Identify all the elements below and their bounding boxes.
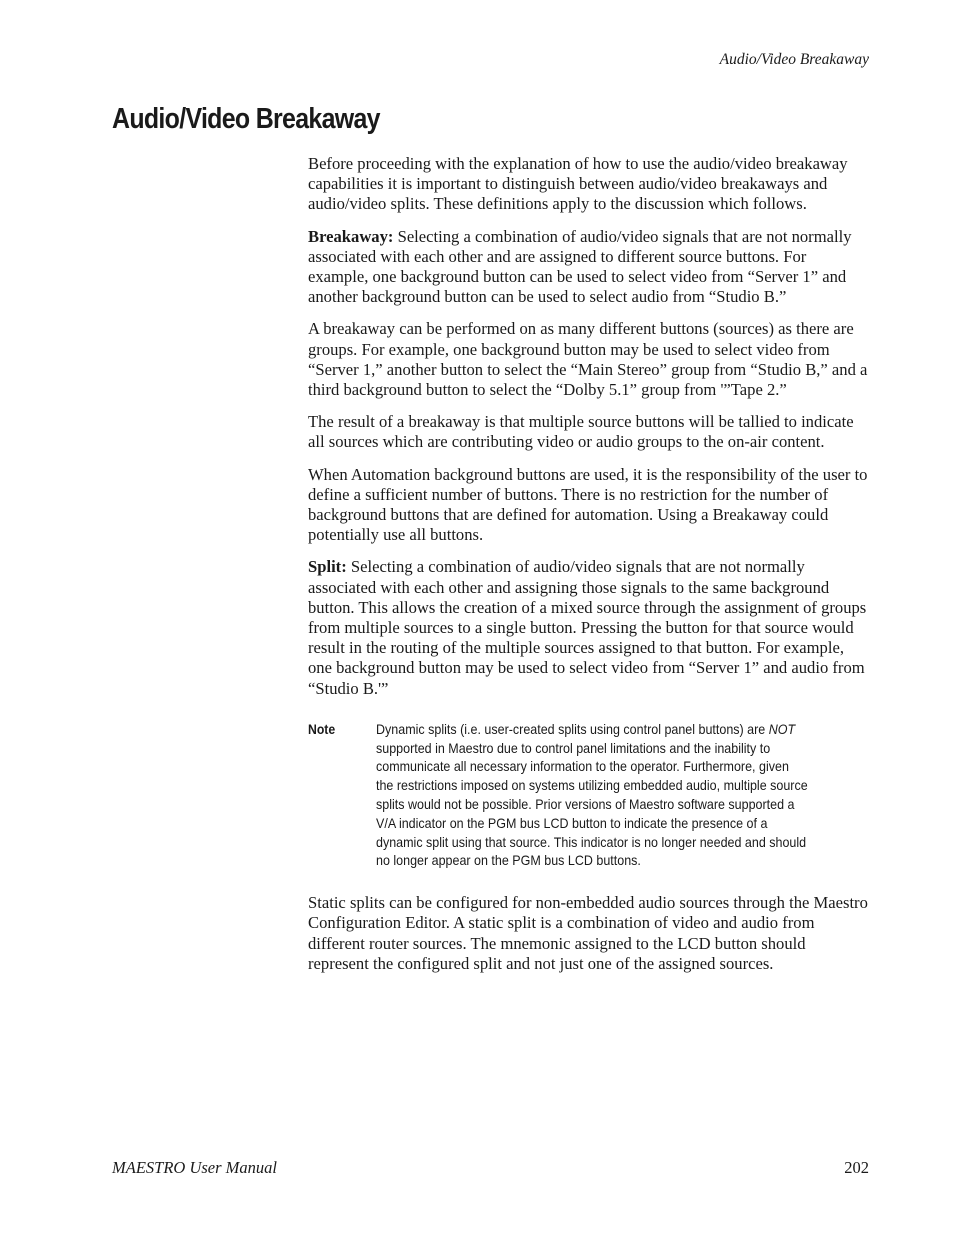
running-header: Audio/Video Breakaway (719, 51, 869, 68)
split-definition-text: Selecting a combination of audio/video signals that are not normally associated with each other and assigning those signals to the same background button. This allows the creation of a mixed source through the assignment of groups from multiple sources to a single button. Pressing the button for that source would result in the routing of the multiple sources assigned to that button. For example, one background button may be used to select video from “Server 1” and audio from “Studio B.'” (308, 557, 867, 698)
automation-paragraph: When Automation background buttons are used, it is the responsibility of the user to define a sufficient number of buttons. There is no restriction for the number of background buttons that are defined for automation. Using a Breakaway could potentially use all buttons. (308, 464, 868, 545)
static-splits-paragraph: Static splits can be configured for non-embedded audio sources through the Maestro Configuration Editor. A static split is a combination of video and audio from different router sources. The mnemonic assigned to the LCD button should represent the configured split and not just one of the assigned sources. (308, 893, 868, 973)
tally-paragraph: The result of a breakaway is that multiple source buttons will be tallied to indicate all sources which are contributing video or audio groups to the on-air content. (308, 412, 854, 452)
body-text (308, 154, 870, 986)
footer-page-number: 202 (844, 1158, 869, 1177)
breakaway-groups-paragraph: A breakaway can be performed on as many different buttons (sources) as there are groups. For example, one background button may be used to select video from “Server 1,” another button to select the “Main Stereo” group from “Studio B,” and a third background button to select the “Dolby 5.1” group from '”Tape 2.” (308, 319, 868, 400)
note-label: Note (308, 721, 336, 737)
note-text-after: supported in Maestro due to control panel limitations and the inability to communicate all necessary information to the operator. Furthermore, given the restrictions imposed on systems utilizing embedded audio, multiple source splits would not be possible. Prior versions of Maestro software supported a V/A indicator on the PGM bus LCD button to indicate the presence of a dynamic split using that source. This indicator is no longer needed and should no longer appear on the PGM bus LCD buttons. (376, 740, 808, 869)
note-emphasis: NOT (768, 721, 796, 737)
split-definition (308, 557, 870, 698)
breakaway-definition (308, 227, 870, 308)
breakaway-definition-text: Selecting a combination of audio/video signals that are not normally associated with each other and are assigned to different source buttons. For example, one background button can be used to select video from “Server 1” and another background button can be used to select audio from “Studio B.” (308, 226, 852, 307)
breakaway-term: Breakaway: (308, 226, 394, 246)
note-text (376, 721, 808, 871)
note-text-before: Dynamic splits (i.e. user-created splits using control panel buttons) are (376, 721, 769, 737)
intro-paragraph: Before proceeding with the explanation of how to use the audio/video breakaway capabilities it is important to distinguish between audio/video breakaways and audio/video splits. These definitions apply to the discussion which follows. (308, 154, 848, 214)
page-title: Audio/Video Breakaway (112, 103, 380, 135)
split-term: Split: (308, 557, 347, 577)
footer-manual-title: MAESTRO User Manual (112, 1158, 277, 1177)
note-box (308, 721, 870, 871)
